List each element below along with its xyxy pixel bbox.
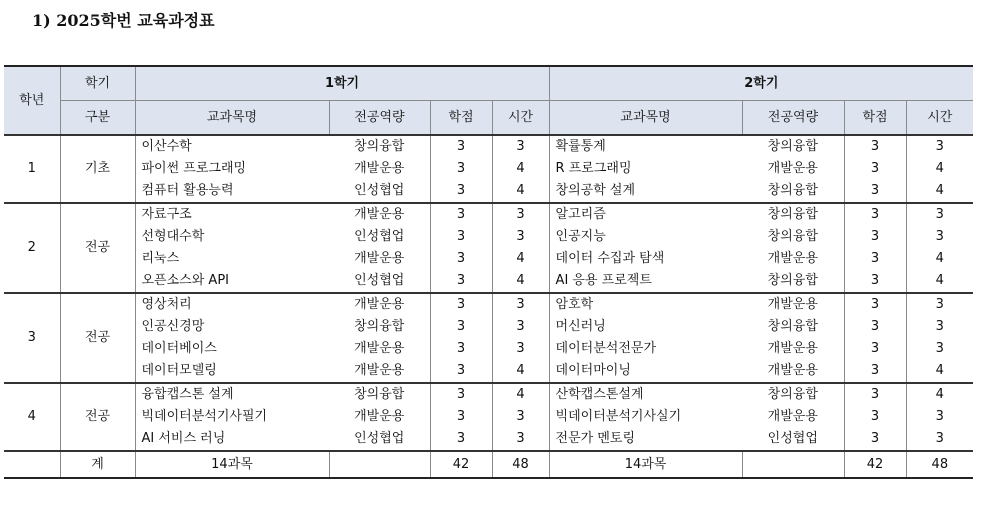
s1-credits: 3 bbox=[430, 203, 492, 226]
s1-competency: 인성협업 bbox=[354, 183, 405, 198]
s2-credits: 3 bbox=[844, 383, 906, 406]
s1-course-name: 이산수학 bbox=[135, 135, 329, 158]
s2-course-name: 머신러닝 bbox=[549, 316, 742, 338]
course-row bbox=[4, 180, 973, 203]
s2-course-name: 빅데이터분석기사실기 bbox=[549, 406, 742, 428]
s1-competency: 창의융합 bbox=[354, 319, 405, 334]
s2-course-name: 데이터마이닝 bbox=[549, 360, 742, 383]
year-cell: 1 bbox=[4, 135, 60, 203]
s1-credits: 3 bbox=[430, 270, 492, 293]
s1-hours: 3 bbox=[492, 226, 549, 248]
s2-course-name: 인공지능 bbox=[549, 226, 742, 248]
course-row bbox=[4, 203, 973, 226]
s2-course-name: R 프로그래밍 bbox=[549, 158, 742, 180]
s1-hours: 3 bbox=[492, 406, 549, 428]
s2-hours: 4 bbox=[906, 270, 973, 293]
s1-hours: 4 bbox=[492, 383, 549, 406]
s2-course-name: 확률통계 bbox=[549, 135, 742, 158]
course-row bbox=[4, 316, 973, 338]
s2-hours: 4 bbox=[906, 180, 973, 203]
s1-competency: 개발운용 bbox=[354, 409, 405, 424]
header-s1-hours: 시간 bbox=[492, 101, 549, 136]
total-s1-credits: 42 bbox=[430, 451, 492, 478]
s1-hours: 3 bbox=[492, 135, 549, 158]
s2-credits: 3 bbox=[844, 158, 906, 180]
document-title: 1) 2025학번 교육과정표 bbox=[32, 11, 215, 30]
s1-hours: 3 bbox=[492, 338, 549, 360]
s2-hours: 3 bbox=[906, 338, 973, 360]
total-s2-hours: 48 bbox=[906, 451, 973, 478]
header-s1-course-name: 교과목명 bbox=[135, 101, 329, 136]
s1-competency: 개발운용 bbox=[329, 203, 430, 226]
header-s2-credits: 학점 bbox=[844, 101, 906, 136]
s1-course-name: 자료구조 bbox=[135, 203, 329, 226]
s2-credits: 3 bbox=[844, 135, 906, 158]
total-s2-courses: 14과목 bbox=[549, 451, 742, 478]
s2-competency: 창의융합 bbox=[742, 135, 844, 158]
s1-credits: 3 bbox=[430, 158, 492, 180]
total-s2-credits: 42 bbox=[844, 451, 906, 478]
s2-hours: 3 bbox=[906, 428, 973, 451]
year-cell: 4 bbox=[4, 383, 60, 451]
s1-course-name: 리눅스 bbox=[135, 248, 329, 270]
s1-hours: 3 bbox=[492, 203, 549, 226]
header-semester-1: 1학기 bbox=[135, 66, 549, 101]
s1-course-name: 파이썬 프로그래밍 bbox=[135, 158, 329, 180]
s2-hours: 3 bbox=[906, 406, 973, 428]
s2-credits: 3 bbox=[844, 180, 906, 203]
s2-hours: 3 bbox=[906, 203, 973, 226]
s1-credits: 3 bbox=[430, 226, 492, 248]
s1-hours: 3 bbox=[492, 293, 549, 316]
category-cell: 전공 bbox=[60, 293, 135, 383]
total-label: 계 bbox=[60, 451, 135, 478]
s2-hours: 4 bbox=[906, 383, 973, 406]
s2-credits: 3 bbox=[844, 226, 906, 248]
s1-course-name: 빅데이터분석기사필기 bbox=[135, 406, 329, 428]
s2-hours: 3 bbox=[906, 226, 973, 248]
s2-competency: 창의융합 bbox=[767, 273, 818, 288]
s2-course-name: 암호학 bbox=[549, 293, 742, 316]
s2-credits: 3 bbox=[844, 293, 906, 316]
s1-course-name: 선형대수학 bbox=[135, 226, 329, 248]
s2-hours: 3 bbox=[906, 135, 973, 158]
course-row bbox=[4, 270, 973, 293]
category-cell: 전공 bbox=[60, 203, 135, 293]
s2-competency: 개발운용 bbox=[767, 251, 818, 266]
s2-credits: 3 bbox=[844, 248, 906, 270]
s2-competency: 개발운용 bbox=[767, 161, 818, 176]
s2-competency: 개발운용 bbox=[767, 409, 818, 424]
s2-course-name: 창의공학 설계 bbox=[549, 180, 742, 203]
s2-competency: 개발운용 bbox=[742, 293, 844, 316]
total-row bbox=[4, 451, 973, 478]
s1-course-name: 인공신경망 bbox=[135, 316, 329, 338]
s2-competency: 인성협업 bbox=[767, 431, 818, 446]
s1-credits: 3 bbox=[430, 180, 492, 203]
s1-hours: 4 bbox=[492, 158, 549, 180]
header-row-semesters bbox=[4, 66, 973, 101]
s1-credits: 3 bbox=[430, 428, 492, 451]
s2-competency: 창의융합 bbox=[767, 183, 818, 198]
s1-competency: 인성협업 bbox=[354, 431, 405, 446]
s2-hours: 3 bbox=[906, 316, 973, 338]
course-row bbox=[4, 248, 973, 270]
course-row bbox=[4, 360, 973, 383]
header-row-columns bbox=[4, 101, 973, 136]
s2-competency: 창의융합 bbox=[742, 203, 844, 226]
s1-hours: 4 bbox=[492, 248, 549, 270]
total-blank bbox=[4, 451, 60, 478]
s2-credits: 3 bbox=[844, 406, 906, 428]
header-s2-course-name: 교과목명 bbox=[549, 101, 742, 136]
course-row bbox=[4, 135, 973, 158]
s1-competency: 인성협업 bbox=[354, 273, 405, 288]
s2-credits: 3 bbox=[844, 338, 906, 360]
s1-credits: 3 bbox=[430, 360, 492, 383]
course-row bbox=[4, 383, 973, 406]
s1-hours: 4 bbox=[492, 270, 549, 293]
s1-course-name: AI 서비스 러닝 bbox=[135, 428, 329, 451]
course-row bbox=[4, 428, 973, 451]
total-s1-courses: 14과목 bbox=[135, 451, 329, 478]
s2-course-name: 산학캡스톤설계 bbox=[549, 383, 742, 406]
s1-credits: 3 bbox=[430, 135, 492, 158]
header-category: 구분 bbox=[60, 101, 135, 136]
s2-hours: 4 bbox=[906, 248, 973, 270]
s2-credits: 3 bbox=[844, 203, 906, 226]
curriculum-table bbox=[4, 65, 973, 479]
header-semester-2: 2학기 bbox=[549, 66, 973, 101]
s1-hours: 3 bbox=[492, 316, 549, 338]
header-s1-competency: 전공역량 bbox=[329, 101, 430, 136]
s1-course-name: 데이터모델링 bbox=[135, 360, 329, 383]
s1-competency: 인성협업 bbox=[354, 229, 405, 244]
s1-credits: 3 bbox=[430, 338, 492, 360]
course-row bbox=[4, 226, 973, 248]
category-cell: 기초 bbox=[60, 135, 135, 203]
s2-hours: 3 bbox=[906, 293, 973, 316]
s2-competency: 개발운용 bbox=[767, 363, 818, 378]
year-cell: 2 bbox=[4, 203, 60, 293]
s2-course-name: 전문가 멘토링 bbox=[549, 428, 742, 451]
s2-credits: 3 bbox=[844, 428, 906, 451]
s2-course-name: 데이터분석전문가 bbox=[549, 338, 742, 360]
total-s1-competency-blank bbox=[329, 451, 430, 478]
s1-credits: 3 bbox=[430, 248, 492, 270]
s2-competency: 개발운용 bbox=[767, 341, 818, 356]
s2-credits: 3 bbox=[844, 360, 906, 383]
total-s2-competency-blank bbox=[742, 451, 844, 478]
s2-competency: 창의융합 bbox=[767, 319, 818, 334]
course-row bbox=[4, 406, 973, 428]
s1-competency: 창의융합 bbox=[329, 135, 430, 158]
s1-course-name: 컴퓨터 활용능력 bbox=[135, 180, 329, 203]
s1-course-name: 데이터베이스 bbox=[135, 338, 329, 360]
s1-competency: 개발운용 bbox=[354, 363, 405, 378]
course-row bbox=[4, 338, 973, 360]
s2-course-name: AI 응용 프로젝트 bbox=[549, 270, 742, 293]
s1-credits: 3 bbox=[430, 316, 492, 338]
s2-credits: 3 bbox=[844, 270, 906, 293]
s2-hours: 4 bbox=[906, 360, 973, 383]
s1-competency: 개발운용 bbox=[354, 251, 405, 266]
s1-course-name: 영상처리 bbox=[135, 293, 329, 316]
s1-credits: 3 bbox=[430, 406, 492, 428]
s1-hours: 4 bbox=[492, 360, 549, 383]
curriculum-body bbox=[4, 135, 973, 478]
total-s1-hours: 48 bbox=[492, 451, 549, 478]
year-cell: 3 bbox=[4, 293, 60, 383]
s1-hours: 3 bbox=[492, 428, 549, 451]
s1-credits: 3 bbox=[430, 383, 492, 406]
s1-credits: 3 bbox=[430, 293, 492, 316]
s1-course-name: 오픈소스와 API bbox=[135, 270, 329, 293]
header-s2-hours: 시간 bbox=[906, 101, 973, 136]
s2-competency: 창의융합 bbox=[767, 229, 818, 244]
s1-course-name: 융합캡스톤 설계 bbox=[135, 383, 329, 406]
s2-competency: 창의융합 bbox=[742, 383, 844, 406]
s1-competency: 개발운용 bbox=[354, 341, 405, 356]
s1-hours: 4 bbox=[492, 180, 549, 203]
s2-hours: 4 bbox=[906, 158, 973, 180]
course-row bbox=[4, 158, 973, 180]
header-semester: 학기 bbox=[60, 66, 135, 101]
s2-course-name: 데이터 수집과 탐색 bbox=[549, 248, 742, 270]
s1-competency: 창의융합 bbox=[329, 383, 430, 406]
s2-credits: 3 bbox=[844, 316, 906, 338]
s1-competency: 개발운용 bbox=[329, 293, 430, 316]
course-row bbox=[4, 293, 973, 316]
s2-course-name: 알고리즘 bbox=[549, 203, 742, 226]
header-year: 학년 bbox=[4, 66, 60, 135]
s1-competency: 개발운용 bbox=[354, 161, 405, 176]
header-s1-credits: 학점 bbox=[430, 101, 492, 136]
header-s2-competency: 전공역량 bbox=[742, 101, 844, 136]
category-cell: 전공 bbox=[60, 383, 135, 451]
